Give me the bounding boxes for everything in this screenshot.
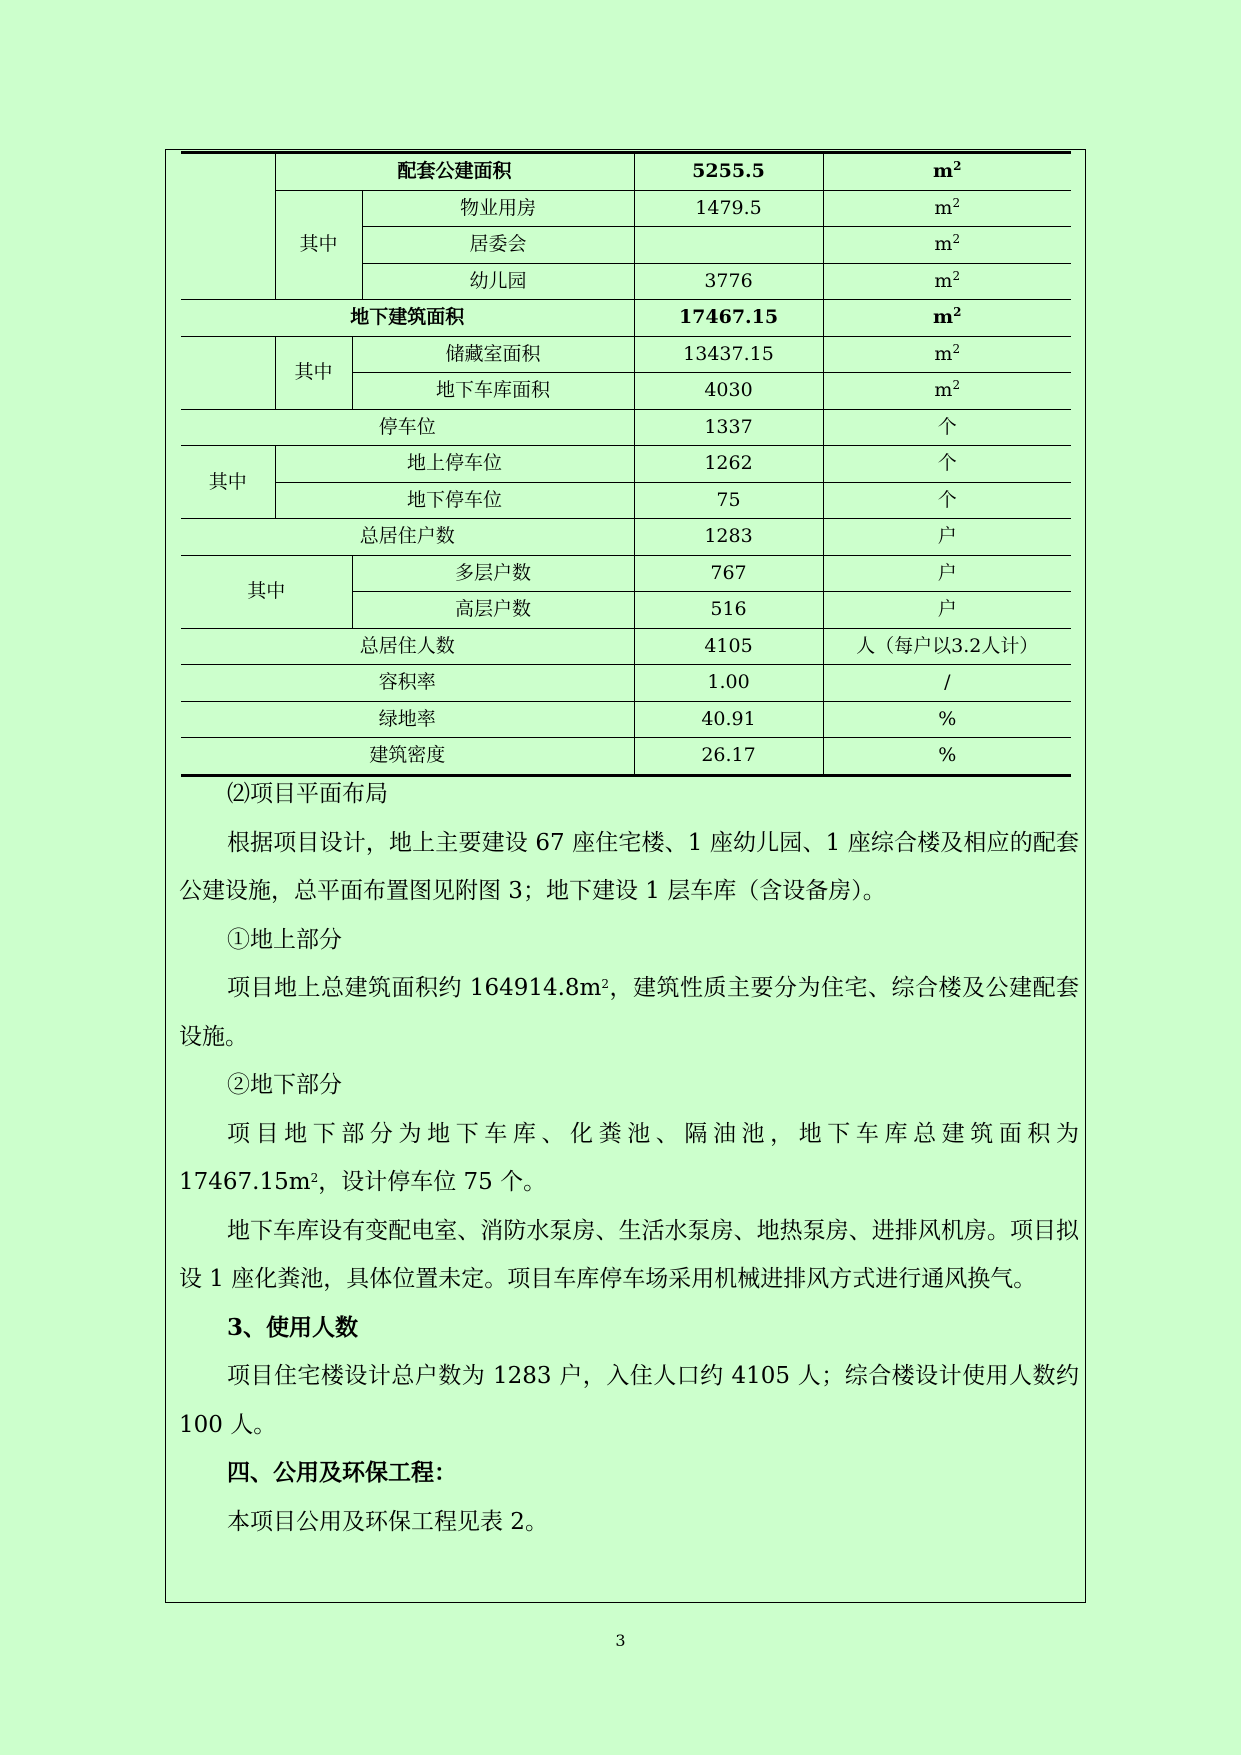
section-heading: 3、使用人数 — [227, 1313, 359, 1341]
row-label: 地下建筑面积 — [181, 300, 634, 337]
row-label: 总居住户数 — [181, 519, 634, 556]
row-unit: % — [823, 701, 1071, 738]
table-row — [181, 153, 1071, 191]
row-unit: 个 — [823, 446, 1071, 483]
table-row — [181, 300, 1071, 337]
subsection-heading: ①地上部分 — [227, 926, 342, 953]
row-unit: 户 — [823, 592, 1071, 629]
row-unit: $m^2$ — [823, 263, 1071, 300]
row-unit: / — [823, 665, 1071, 702]
table-row — [181, 555, 1071, 592]
row-value: 1262 — [634, 446, 823, 483]
row-value — [634, 227, 823, 264]
row-label: 地下车库面积 — [352, 373, 634, 410]
table-row — [181, 701, 1071, 738]
row-label: 容积率 — [181, 665, 634, 702]
row-label: 物业用房 — [362, 190, 634, 227]
row-unit: 户 — [823, 555, 1071, 592]
row-unit: 个 — [823, 482, 1071, 519]
paragraph: 项目住宅楼设计总户数为 1283 户，入住人口约 4105 人；综合楼设计使用人数约 100 人。 — [179, 1363, 1079, 1438]
row-label: 建筑密度 — [181, 738, 634, 776]
row-value: 5255.5 — [634, 153, 823, 191]
row-value: 13437.15 — [634, 336, 823, 373]
row-value: 1337 — [634, 409, 823, 446]
row-label: 地上停车位 — [275, 446, 634, 483]
body-text — [179, 770, 1079, 1546]
row-unit: $m^2$ — [823, 336, 1071, 373]
row-value: 4030 — [634, 373, 823, 410]
row-label: 幼儿园 — [362, 263, 634, 300]
table-row — [181, 519, 1071, 556]
table-row — [181, 665, 1071, 702]
group-label: 其中 — [275, 190, 362, 300]
table-row — [181, 482, 1071, 519]
row-unit: $m^2$ — [823, 373, 1071, 410]
group-label: 其中 — [181, 446, 275, 519]
row-label: 配套公建面积 — [275, 153, 634, 191]
row-label: 停车位 — [181, 409, 634, 446]
data-table — [181, 151, 1071, 777]
row-value: 1283 — [634, 519, 823, 556]
page-number: 3 — [615, 1631, 626, 1650]
row-unit: $m^2$ — [823, 190, 1071, 227]
paragraph: 本项目公用及环保工程见表 2。 — [227, 1508, 548, 1535]
row-label: 总居住人数 — [181, 628, 634, 665]
table-row — [181, 190, 1071, 227]
row-value: 1.00 — [634, 665, 823, 702]
row-label: 居委会 — [362, 227, 634, 264]
paragraph: 地下车库设有变配电室、消防水泵房、生活水泵房、地热泵房、进排风机房。项目拟设 1 座化粪池，具体位置未定。项目车库停车场采用机械进排风方式进行通风换气。 — [179, 1217, 1079, 1292]
row-value: 17467.15 — [634, 300, 823, 337]
table-row — [181, 336, 1071, 373]
row-label: 储藏室面积 — [352, 336, 634, 373]
row-unit: $m^2$ — [823, 227, 1071, 264]
row-unit: $m^2$ — [823, 153, 1071, 191]
row-value: 75 — [634, 482, 823, 519]
row-unit: % — [823, 738, 1071, 776]
row-label: 高层户数 — [352, 592, 634, 629]
row-value: 40.91 — [634, 701, 823, 738]
section-heading: ⑵项目平面布局 — [227, 781, 388, 807]
row-unit: $m^2$ — [823, 300, 1071, 337]
row-value: 3776 — [634, 263, 823, 300]
row-unit: 人（每户以3.2人计） — [823, 628, 1071, 665]
row-label: 绿地率 — [181, 701, 634, 738]
table-row — [181, 409, 1071, 446]
row-value: 26.17 — [634, 738, 823, 776]
paragraph: 根据项目设计，地上主要建设 67 座住宅楼、1 座幼儿园、1 座综合楼及相应的配套公建设施，总平面布置图见附图 3；地下建设 1 层车库（含设备房）。 — [179, 829, 1079, 904]
table-row — [181, 446, 1071, 483]
group-label: 其中 — [181, 555, 352, 628]
row-value: 4105 — [634, 628, 823, 665]
row-unit: 个 — [823, 409, 1071, 446]
subsection-heading: ②地下部分 — [227, 1072, 342, 1098]
row-label: 多层户数 — [352, 555, 634, 592]
row-unit: 户 — [823, 519, 1071, 556]
row-value: 767 — [634, 555, 823, 592]
section-heading: 四、公用及环保工程： — [227, 1459, 457, 1486]
row-value: 1479.5 — [634, 190, 823, 227]
paragraph: 项目地上总建筑面积约 $164914.8m^2$，建筑性质主要分为住宅、综合楼及公建配套设施。 — [179, 975, 1079, 1050]
paragraph: 项目地下部分为地下车库、化粪池、隔油池，地下车库总建筑面积为 $17467.15m^2$，设计停车位 75 个。 — [179, 1120, 1079, 1195]
group-label: 其中 — [275, 336, 352, 409]
row-label: 地下停车位 — [275, 482, 634, 519]
table-row — [181, 628, 1071, 665]
row-value: 516 — [634, 592, 823, 629]
